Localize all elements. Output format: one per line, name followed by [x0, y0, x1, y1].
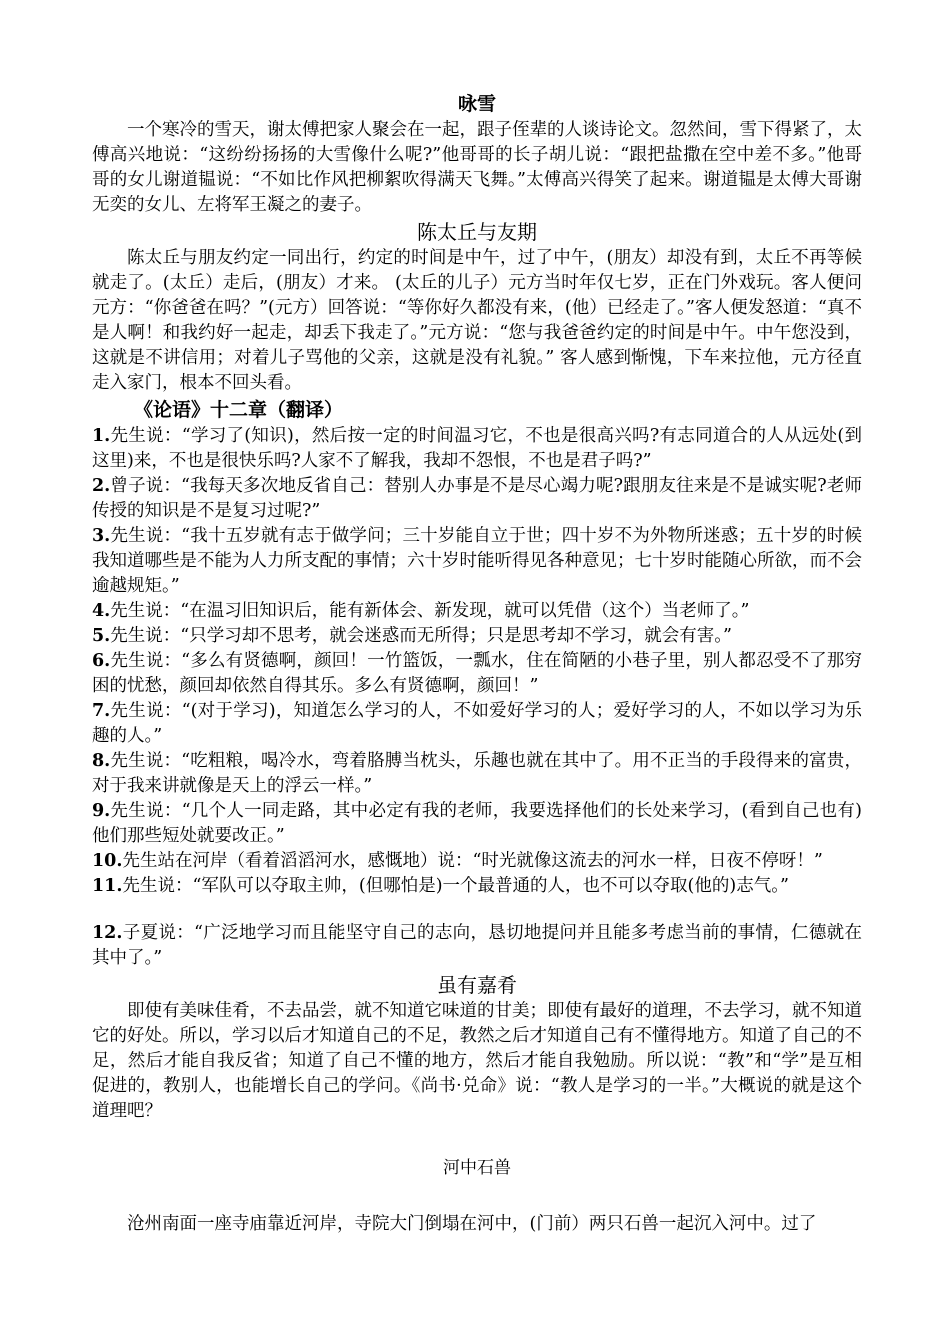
item-number: 12. — [92, 923, 123, 943]
item-text: 先生说：“(对于学习)，知道怎么学习的人，不如爱好学习的人；爱好学习的人，不如以学习为乐趣的人。” — [92, 701, 862, 746]
item-text: 子夏说：“广泛地学习而且能坚守自己的志向，恳切地提问并且能多考虑当前的事情，仁德就在其中了。” — [92, 923, 862, 968]
section-title-hezhongshishou: 河中石兽 — [443, 1158, 511, 1178]
item-number: 3. — [92, 526, 111, 546]
list-item — [92, 799, 862, 849]
item-number: 4. — [92, 601, 111, 621]
item-text: 先生说：“只学习却不思考，就会迷惑而无所得；只是思考却不学习，就会有害。” — [110, 626, 732, 646]
section-title-suiyoujiayao: 虽有嘉肴 — [437, 973, 517, 997]
list-item — [92, 624, 862, 649]
section-title-chentaiqiu: 陈太丘与友期 — [417, 220, 537, 244]
item-number: 9. — [92, 801, 111, 821]
item-text: 先生说：“学习了(知识)，然后按一定的时间温习它，不也是很高兴吗?有志同道合的人从远处(到这里)来，不也是很快乐吗?人家不了解我，我却不怨恨，不也是君子吗?” — [92, 426, 862, 471]
section-title-lunyu: 《论语》十二章（翻译） — [134, 399, 344, 421]
spacer — [92, 899, 862, 921]
list-item — [92, 524, 862, 599]
list-item — [92, 921, 862, 971]
item-number: 10. — [92, 851, 123, 871]
item-number: 5. — [92, 626, 111, 646]
item-text: 先生说：“在温习旧知识后，能有新体会、新发现，就可以凭借（这个）当老师了。” — [110, 601, 750, 621]
item-number: 7. — [92, 701, 111, 721]
item-number: 8. — [92, 751, 111, 771]
list-item — [92, 874, 862, 899]
item-text: 曾子说：“我每天多次地反省自己：替别人办事是不是尽心竭力呢?跟朋友往来是不是诚实呢?老师传授的知识是不是复习过呢?” — [92, 476, 862, 521]
list-item — [92, 749, 862, 799]
item-text: 先生说：“多么有贤德啊，颜回！一竹篮饭，一瓢水，住在简陋的小巷子里，别人都忍受不了那穷困的忧愁，颜回却依然自得其乐。多么有贤德啊，颜回！” — [92, 651, 862, 696]
list-item — [92, 474, 862, 524]
list-item — [92, 849, 862, 874]
list-item — [92, 699, 862, 749]
item-text: 先生说：“几个人一同走路，其中必定有我的老师，我要选择他们的长处来学习，(看到自己也有)他们那些短处就要改正。” — [92, 801, 862, 846]
list-item — [92, 599, 862, 624]
item-number: 2. — [92, 476, 111, 496]
section-paragraph-suiyoujiayao: 即使有美味佳肴，不去品尝，就不知道它味道的甘美；即使有最好的道理，不去学习，就不知道它的好处。所以，学习以后才知道自己的不足，教然之后才知道自己有不懂得地方。知道了自己的不足，然后才能自我反省；知道了自己不懂的地方，然后才能自我勉励。所以说：“教”和“学”是互相促进的，教别人，也能增长自己的学问。《尚书·兑命》说：“教人是学习的一半。”大概说的就是这个道理吧？ — [92, 1001, 862, 1121]
item-number: 1. — [92, 426, 111, 446]
item-number: 11. — [92, 876, 123, 896]
item-text: 先生站在河岸（看着滔滔河水，感慨地）说：“时光就像这流去的河水一样，日夜不停呀！” — [122, 851, 823, 871]
section-paragraph-chentaiqiu: 陈太丘与朋友约定一同出行，约定的时间是中午，过了中午，(朋友）却没有到，太丘不再等候就走了。(太丘）走后，(朋友）才来。 (太丘的儿子）元方当时年仅七岁，正在门外戏玩。客人便问元方：“你爸爸在吗？”(元方）回答说：“等你好久都没有来，(他）已经走了。”客人便发怒道：“真不是人啊！和我约好一起走，却丢下我走了。”元方说：“您与我爸爸约定的时间是中午。中午您没到，这就是不讲信用；对着儿子骂他的父亲，这就是没有礼貌。” 客人感到惭愧，下车来拉他，元方径直走入家门，根本不回头看。 — [92, 248, 862, 393]
list-item — [92, 649, 862, 699]
section-paragraph-yongxue: 一个寒冷的雪天，谢太傅把家人聚会在一起，跟子侄辈的人谈诗论文。忽然间，雪下得紧了，太傅高兴地说：“这纷纷扬扬的大雪像什么呢?”他哥哥的长子胡儿说：“跟把盐撒在空中差不多。”他哥哥的女儿谢道韫说：“不如比作风把柳絮吹得满天飞舞。”太傅高兴得笑了起来。谢道韫是太傅大哥谢无奕的女儿、左将军王凝之的妻子。 — [92, 120, 862, 215]
item-text: 先生说：“吃粗粮，喝冷水，弯着胳膊当枕头，乐趣也就在其中了。用不正当的手段得来的富贵，对于我来讲就像是天上的浮云一样。” — [92, 751, 862, 796]
spacer — [92, 1124, 862, 1154]
item-text: 先生说：“军队可以夺取主帅，(但哪怕是)一个最普通的人，也不可以夺取(他的)志气。” — [122, 876, 789, 896]
list-item — [92, 424, 862, 474]
spacer — [92, 1182, 862, 1212]
section-paragraph-hezhongshishou: 沧州南面一座寺庙靠近河岸，寺院大门倒塌在河中，(门前）两只石兽一起沉入河中。过了 — [127, 1214, 817, 1234]
item-number: 6. — [92, 651, 111, 671]
section-title-yongxue: 咏雪 — [457, 93, 496, 115]
item-text: 先生说：“我十五岁就有志于做学问；三十岁能自立于世；四十岁不为外物所迷惑；五十岁的时候我知道哪些是不能为人力所支配的事情；六十岁时能听得见各种意见；七十岁时能随心所欲，而不会逾越规矩。” — [92, 526, 862, 596]
